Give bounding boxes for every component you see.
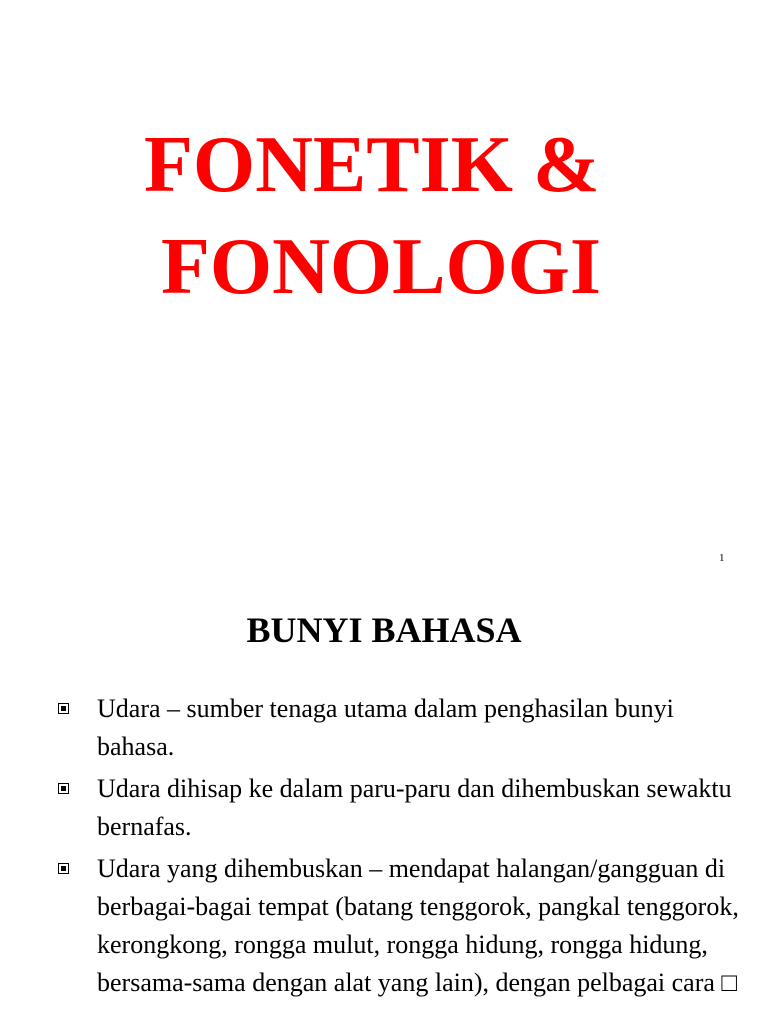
bullet-list: [0, 690, 768, 1006]
square-bullet-icon: [58, 783, 69, 794]
square-bullet-icon: [58, 863, 69, 874]
list-item: [0, 690, 768, 766]
bullet-text: Udara yang dihembuskan – mendapat halangan/gangguan di berbagai-bagai tempat (batang tenggorok, pangkal tenggorok, kerongkong, rongga mulut, rongga hidung, rongga hidung, bersama-sama dengan alat yang lain), dengan pelbagai cara □: [97, 854, 739, 997]
title-line-1: FONETIK &: [144, 121, 600, 209]
bullet-text: Udara – sumber tenaga utama dalam penghasilan bunyi bahasa.: [97, 694, 674, 761]
page-number: 1: [719, 552, 725, 564]
square-bullet-icon: [58, 703, 69, 714]
list-item: [0, 770, 768, 846]
content-slide: [0, 576, 768, 1024]
slide-heading: [0, 608, 768, 652]
slide-heading-text: BUNYI BAHASA: [246, 610, 522, 650]
title-line-2: FONOLOGI: [161, 223, 602, 311]
bullet-text: Udara dihisap ke dalam paru-paru dan dihembuskan sewaktu bernafas.: [97, 774, 732, 841]
list-item: [0, 850, 768, 1002]
